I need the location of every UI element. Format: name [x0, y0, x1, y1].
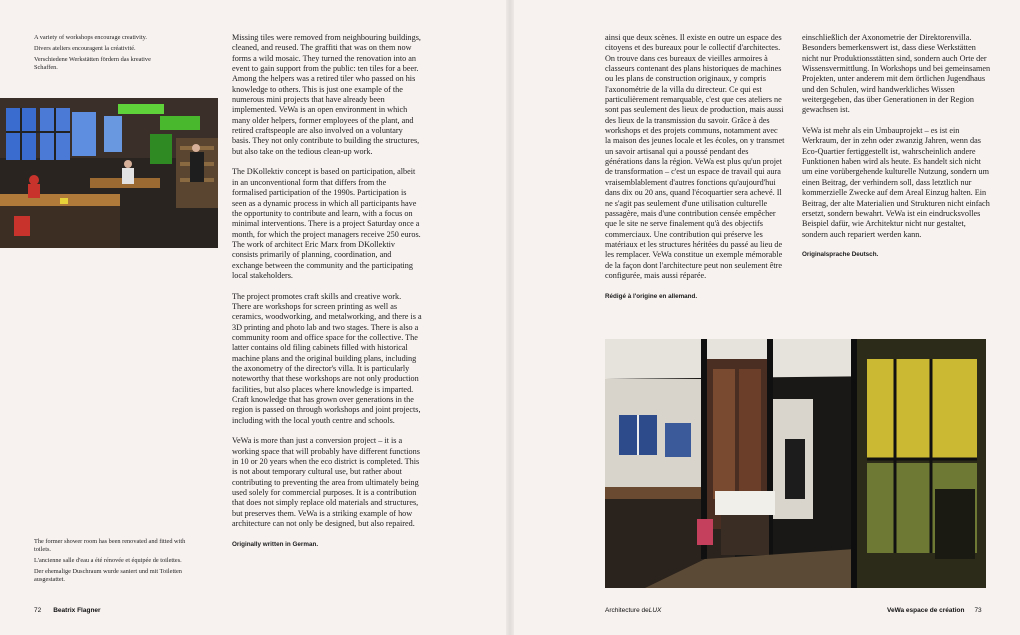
workshop-photo-caption [34, 34, 159, 75]
original-language-note: Rédigé à l'origine en allemand. [605, 292, 698, 300]
paragraph: einschließlich der Axonometrie der Direktorenvilla. Besonders bemerkenswert ist, dass diese Werkstätten nicht nur Produktionsstätten sind, sondern auch Orte der Wissensvermittlung. In Workshops und bei gemeinsamen Projekten, unter anderem mit dem örtlichen Jugendhaus und den Schulen, wird handwerkliches Wissen weitergegeben, das über Generationen in der Region gewachsen ist. [802, 33, 991, 115]
paragraph: VeWa is more than just a conversion project – it is a working space that will probably have different functions in 10 or 20 years when the eco district is completed. This is not about temporary cultural use, but rather about contributing to preventing the area from ultimately being used solely for commercial purposes. It is a contribution that does not simply replace old materials and structures, but preserves them. VeWa is a striking example of how architecture can not only be designed, but also repaired. [232, 436, 420, 529]
shower-photo-caption [34, 538, 194, 587]
caption-french: L'ancienne salle d'eau a été rénovée et équipée de toilettes. [34, 557, 182, 564]
paragraph: VeWa ist mehr als ein Umbauprojekt – es ist ein Werkraum, der in zehn oder zwanzig Jahren, wenn das Eco-Quartier fertiggestellt ist, wahrscheinlich andere Funktionen haben wird als heute. Es handelt sich nicht um eine vorübergehende kulturelle Nutzung, sondern um einen Beitrag, der verhindern soll, dass letztlich nur kommerzielle Zwecke auf dem Areal Einzug halten. Ein Beitrag, der alte Materialien und Strukturen nicht einfach ersetzt, sondern bewahrt. VeWa ist ein eindrucksvolles Beispiel dafür, wie Architektur nicht nur gestaltet, sondern auch repariert werden kann. [802, 126, 990, 239]
caption-german: Der ehemalige Duschraum wurde saniert und mit Toiletten ausgestattet. [34, 568, 182, 583]
paragraph: The project promotes craft skills and creative work. There are workshops for screen printing as well as ceramics, woodworking, and metalworking, and there is a 3D printing and photo lab and two stages. There is also a community room and office space for the collective. The latter contains old filing cabinets filled with historical machine plans and the original building plans, including the axonometry of the director's villa. It is particularly noteworthy that these workshops are not only production facilities, but also places where knowledge is imparted. Craft knowledge that has grown over generations in the region is passed on through workshops and joint projects, including with the local youth centre and schools. [232, 291, 422, 425]
french-text-column [605, 33, 785, 301]
original-language-note: Originally written in German. [232, 540, 319, 548]
english-text-column [232, 33, 422, 549]
page-number: 72 [34, 607, 42, 614]
caption-french: Divers ateliers encouragent la créativité. [34, 45, 136, 52]
caption-english: A variety of workshops encourage creativity. [34, 34, 147, 41]
publication-footer [605, 607, 661, 614]
page-number: 73 [974, 607, 982, 614]
publication-suffix: LUX [648, 607, 662, 614]
german-text-column [802, 33, 992, 259]
right-page-footer [887, 607, 982, 614]
author-name: Beatrix Flagner [53, 607, 101, 614]
shower-room-photo [605, 339, 986, 588]
paragraph: ainsi que deux scènes. Il existe en outre un espace des citoyens et des bureaux pour le collectif d'architectes. On trouve dans ces bureaux de vieilles armoires à classeurs contenant des plans historiques de machines ou les plans de construction originaux, y compris l'axonométrie de la villa du directeur. Ce qui est particulièrement remarquable, c'est que ces ateliers ne sont pas seulement des lieux de production, mais aussi des lieux de la transmission du savoir. Grâce à des workshops et des projets communs, notamment avec la maison des jeunes locale et les écoles, on y transmet un savoir artisanal qui a poussé pendant des générations dans la région. VeWa est plus qu'un projet de transformation – c'est un espace de travail qui aura vraisemblablement d'autres fonctions qu'aujourd'hui dans dix ou 20 ans, quand l'écoquartier sera achevé. Il ne s'agit pas seulement d'une utilisation culturelle passagère, mais d'une contribution censée empêcher que le site ne serve finalement qu'à des objectifs commerciaux. Une contribution qui préserve les matériaux et les structures héritées du passé au lieu de les remplacer. VeWa constitue un exemple mémorable de la façon dont l'architecture peut non seulement être configurée, mais aussi réparée. [605, 33, 785, 280]
book-gutter [506, 0, 514, 635]
paragraph: Missing tiles were removed from neighbouring buildings, cleaned, and reused. The graffiti that was on them now forms a wild mosaic. They turned the renovation into an event to gain support from the public: ten tiles for a beer. Among the helpers was a retired tiler who passed on his knowledge to others. This is just one example of the numerous mini projects that have already been implemented. VeWa is an open environment in which many older helpers, former employees of the plant, and retired craftspeople are also involved on a voluntary basis. They not only contribute to building the structures, but also take on the tedious clean-up work. [232, 33, 421, 156]
publication-prefix: Architecture de [605, 607, 649, 614]
workshop-photo [0, 98, 218, 248]
paragraph: The DKollektiv concept is based on participation, albeit in an unconventional form that differs from the formalised participation of the 1990s. Participation is seen as a dynamic process in which all participants have the opportunity to contribute and learn, with a focus on minimal interventions. There is a project Saturday once a month, for which the project managers receive 250 euros. The work of architect Eric Marx from DKollektiv consists primarily of planning, coordination, and exchange between the community and the participating local stakeholders. [232, 167, 421, 280]
caption-german: Verschiedene Werkstätten fördern das kreative Schaffen. [34, 56, 151, 71]
left-page-footer [34, 607, 101, 614]
original-language-note: Originalsprache Deutsch. [802, 251, 879, 259]
caption-english: The former shower room has been renovated and fitted with toilets. [34, 538, 186, 553]
section-title: VeWa espace de création [887, 607, 965, 614]
